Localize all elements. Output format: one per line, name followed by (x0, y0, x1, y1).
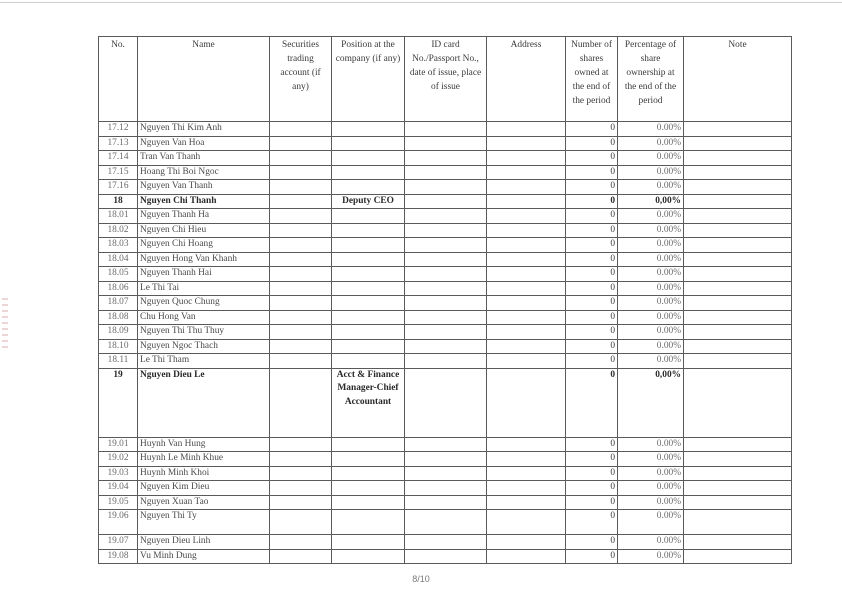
row-name: Chu Hong Van (138, 310, 270, 325)
row-shares: 0 (566, 281, 618, 296)
row-note (684, 151, 792, 166)
row-shares: 0 (566, 368, 618, 437)
table-row (99, 495, 792, 510)
row-name: Tran Van Thanh (138, 151, 270, 166)
row-percentage: 0.00% (618, 549, 684, 564)
row-trading-account (270, 165, 332, 180)
row-number: 18.09 (99, 325, 138, 340)
row-address (487, 325, 566, 340)
row-position (332, 481, 405, 496)
row-percentage: 0.00% (618, 339, 684, 354)
row-percentage: 0,00% (618, 194, 684, 209)
row-id-card (405, 281, 487, 296)
table-row (99, 194, 792, 209)
table-row (99, 466, 792, 481)
row-position (332, 165, 405, 180)
row-trading-account (270, 194, 332, 209)
table-row (99, 238, 792, 253)
row-percentage: 0.00% (618, 151, 684, 166)
row-id-card (405, 437, 487, 452)
table-row (99, 209, 792, 224)
row-name: Nguyen Chi Hieu (138, 223, 270, 238)
row-trading-account (270, 481, 332, 496)
table-row (99, 296, 792, 311)
row-id-card (405, 194, 487, 209)
row-name: Vu Minh Dung (138, 549, 270, 564)
row-note (684, 122, 792, 137)
row-name: Nguyen Thi Kim Anh (138, 122, 270, 137)
row-trading-account (270, 495, 332, 510)
row-id-card (405, 325, 487, 340)
row-id-card (405, 296, 487, 311)
row-shares: 0 (566, 209, 618, 224)
row-address (487, 209, 566, 224)
row-number: 19 (99, 368, 138, 437)
row-name: Le Thi Tai (138, 281, 270, 296)
row-name: Huynh Le Minh Khue (138, 452, 270, 467)
row-position (332, 180, 405, 195)
row-position (332, 310, 405, 325)
row-id-card (405, 151, 487, 166)
row-position (332, 122, 405, 137)
row-percentage: 0.00% (618, 122, 684, 137)
row-percentage: 0.00% (618, 252, 684, 267)
col-header-no: No. (99, 37, 138, 122)
row-percentage: 0.00% (618, 535, 684, 550)
row-shares: 0 (566, 481, 618, 496)
row-number: 18.01 (99, 209, 138, 224)
row-percentage: 0.00% (618, 238, 684, 253)
row-note (684, 180, 792, 195)
row-position (332, 223, 405, 238)
table-row (99, 437, 792, 452)
row-id-card (405, 368, 487, 437)
row-name: Nguyen Chi Hoang (138, 238, 270, 253)
col-header-address: Address (487, 37, 566, 122)
row-position (332, 452, 405, 467)
table-row (99, 165, 792, 180)
row-id-card (405, 495, 487, 510)
row-note (684, 495, 792, 510)
row-name: Nguyen Van Thanh (138, 180, 270, 195)
table-row (99, 122, 792, 137)
row-percentage: 0.00% (618, 136, 684, 151)
row-shares: 0 (566, 339, 618, 354)
row-position (332, 136, 405, 151)
table-header-row (99, 37, 792, 122)
row-name: Nguyen Ngoc Thach (138, 339, 270, 354)
row-percentage: 0.00% (618, 281, 684, 296)
row-number: 18.10 (99, 339, 138, 354)
row-address (487, 122, 566, 137)
row-address (487, 136, 566, 151)
table-row (99, 452, 792, 467)
row-note (684, 252, 792, 267)
row-name: Le Thi Tham (138, 354, 270, 369)
table-row (99, 549, 792, 564)
row-id-card (405, 452, 487, 467)
table-row (99, 535, 792, 550)
margin-stamp-mark (2, 298, 8, 348)
row-name: Nguyen Hong Van Khanh (138, 252, 270, 267)
row-address (487, 481, 566, 496)
row-note (684, 339, 792, 354)
row-address (487, 252, 566, 267)
row-trading-account (270, 151, 332, 166)
row-shares: 0 (566, 223, 618, 238)
row-shares: 0 (566, 310, 618, 325)
row-percentage: 0.00% (618, 354, 684, 369)
row-id-card (405, 238, 487, 253)
row-id-card (405, 165, 487, 180)
row-address (487, 281, 566, 296)
row-number: 17.16 (99, 180, 138, 195)
row-number: 19.02 (99, 452, 138, 467)
col-header-note: Note (684, 37, 792, 122)
row-trading-account (270, 510, 332, 535)
table-row (99, 510, 792, 535)
table-row (99, 310, 792, 325)
row-position (332, 535, 405, 550)
row-name: Nguyen Thanh Ha (138, 209, 270, 224)
table-row (99, 180, 792, 195)
row-number: 18.02 (99, 223, 138, 238)
row-note (684, 310, 792, 325)
col-header-position: Position at the company (if any) (332, 37, 405, 122)
row-shares: 0 (566, 165, 618, 180)
row-id-card (405, 510, 487, 535)
row-percentage: 0.00% (618, 466, 684, 481)
row-trading-account (270, 136, 332, 151)
row-number: 19.06 (99, 510, 138, 535)
row-position (332, 437, 405, 452)
row-number: 17.13 (99, 136, 138, 151)
row-id-card (405, 223, 487, 238)
table-row (99, 223, 792, 238)
row-number: 17.14 (99, 151, 138, 166)
row-position (332, 466, 405, 481)
row-shares: 0 (566, 495, 618, 510)
row-name: Huynh Van Hung (138, 437, 270, 452)
row-name: Nguyen Thi Thu Thuy (138, 325, 270, 340)
table-row (99, 252, 792, 267)
row-shares: 0 (566, 354, 618, 369)
row-shares: 0 (566, 535, 618, 550)
row-name: Nguyen Thi Ty (138, 510, 270, 535)
row-shares: 0 (566, 136, 618, 151)
row-number: 18.08 (99, 310, 138, 325)
col-header-trading-account: Securities trading account (if any) (270, 37, 332, 122)
row-trading-account (270, 223, 332, 238)
row-number: 18.04 (99, 252, 138, 267)
row-shares: 0 (566, 325, 618, 340)
row-id-card (405, 180, 487, 195)
row-position (332, 151, 405, 166)
table-row (99, 325, 792, 340)
table-row (99, 354, 792, 369)
row-shares: 0 (566, 151, 618, 166)
row-position (332, 252, 405, 267)
row-note (684, 481, 792, 496)
table-row (99, 339, 792, 354)
row-shares: 0 (566, 267, 618, 282)
row-note (684, 549, 792, 564)
row-position (332, 296, 405, 311)
row-address (487, 495, 566, 510)
row-number: 19.08 (99, 549, 138, 564)
row-id-card (405, 122, 487, 137)
page-number: 8/10 (412, 574, 430, 584)
row-trading-account (270, 325, 332, 340)
row-id-card (405, 252, 487, 267)
row-percentage: 0.00% (618, 209, 684, 224)
table-row (99, 267, 792, 282)
shareholder-table (98, 36, 792, 564)
row-shares: 0 (566, 252, 618, 267)
row-address (487, 194, 566, 209)
row-shares: 0 (566, 466, 618, 481)
top-border-line (0, 2, 842, 3)
row-number: 18.05 (99, 267, 138, 282)
table-row (99, 281, 792, 296)
row-note (684, 238, 792, 253)
row-address (487, 296, 566, 311)
row-note (684, 136, 792, 151)
row-trading-account (270, 310, 332, 325)
row-position (332, 267, 405, 282)
row-note (684, 466, 792, 481)
row-number: 18.06 (99, 281, 138, 296)
row-position (332, 325, 405, 340)
row-note (684, 194, 792, 209)
col-header-percentage: Percentage of share ownership at the end of the period (618, 37, 684, 122)
row-id-card (405, 535, 487, 550)
row-trading-account (270, 368, 332, 437)
row-percentage: 0.00% (618, 437, 684, 452)
row-id-card (405, 354, 487, 369)
row-percentage: 0.00% (618, 223, 684, 238)
row-position: Acct & Finance Manager-Chief Accountant (332, 368, 405, 437)
row-name: Nguyen Dieu Le (138, 368, 270, 437)
row-number: 19.04 (99, 481, 138, 496)
table-row (99, 136, 792, 151)
row-number: 19.07 (99, 535, 138, 550)
row-shares: 0 (566, 180, 618, 195)
row-note (684, 296, 792, 311)
row-address (487, 437, 566, 452)
row-trading-account (270, 296, 332, 311)
row-trading-account (270, 267, 332, 282)
row-note (684, 267, 792, 282)
row-note (684, 354, 792, 369)
row-name: Nguyen Dieu Linh (138, 535, 270, 550)
row-number: 19.05 (99, 495, 138, 510)
row-address (487, 151, 566, 166)
row-trading-account (270, 281, 332, 296)
row-note (684, 452, 792, 467)
row-address (487, 535, 566, 550)
row-percentage: 0.00% (618, 180, 684, 195)
row-address (487, 310, 566, 325)
row-shares: 0 (566, 510, 618, 535)
row-address (487, 510, 566, 535)
row-position (332, 549, 405, 564)
row-percentage: 0.00% (618, 296, 684, 311)
table-row (99, 151, 792, 166)
row-id-card (405, 339, 487, 354)
row-address (487, 549, 566, 564)
row-position (332, 339, 405, 354)
row-number: 19.01 (99, 437, 138, 452)
row-shares: 0 (566, 549, 618, 564)
row-id-card (405, 310, 487, 325)
row-name: Nguyen Van Hoa (138, 136, 270, 151)
row-id-card (405, 136, 487, 151)
col-header-id-card: ID card No./Passport No., date of issue, place of issue (405, 37, 487, 122)
row-trading-account (270, 339, 332, 354)
row-shares: 0 (566, 238, 618, 253)
row-number: 19.03 (99, 466, 138, 481)
row-name: Nguyen Thanh Hai (138, 267, 270, 282)
row-note (684, 368, 792, 437)
row-shares: 0 (566, 122, 618, 137)
row-note (684, 535, 792, 550)
row-name: Hoang Thi Boi Ngoc (138, 165, 270, 180)
row-name: Huynh Minh Khoi (138, 466, 270, 481)
row-id-card (405, 209, 487, 224)
col-header-name: Name (138, 37, 270, 122)
row-note (684, 281, 792, 296)
row-position (332, 281, 405, 296)
row-position (332, 354, 405, 369)
row-note (684, 510, 792, 535)
row-shares: 0 (566, 437, 618, 452)
row-shares: 0 (566, 296, 618, 311)
row-percentage: 0,00% (618, 368, 684, 437)
row-id-card (405, 267, 487, 282)
table-row (99, 481, 792, 496)
row-note (684, 223, 792, 238)
row-trading-account (270, 466, 332, 481)
row-shares: 0 (566, 194, 618, 209)
row-trading-account (270, 238, 332, 253)
row-percentage: 0.00% (618, 310, 684, 325)
row-number: 17.15 (99, 165, 138, 180)
row-number: 18.07 (99, 296, 138, 311)
row-number: 18.11 (99, 354, 138, 369)
row-address (487, 165, 566, 180)
row-address (487, 466, 566, 481)
row-name: Nguyen Quoc Chung (138, 296, 270, 311)
row-trading-account (270, 437, 332, 452)
row-percentage: 0.00% (618, 267, 684, 282)
row-trading-account (270, 122, 332, 137)
row-name: Nguyen Xuan Tao (138, 495, 270, 510)
col-header-shares: Number of shares owned at the end of the period (566, 37, 618, 122)
table-row (99, 368, 792, 437)
row-shares: 0 (566, 452, 618, 467)
row-percentage: 0.00% (618, 510, 684, 535)
row-note (684, 437, 792, 452)
row-position (332, 238, 405, 253)
row-address (487, 238, 566, 253)
row-id-card (405, 466, 487, 481)
row-id-card (405, 549, 487, 564)
row-percentage: 0.00% (618, 495, 684, 510)
row-position (332, 495, 405, 510)
row-name: Nguyen Chi Thanh (138, 194, 270, 209)
row-position (332, 510, 405, 535)
row-trading-account (270, 452, 332, 467)
row-percentage: 0.00% (618, 165, 684, 180)
row-address (487, 368, 566, 437)
row-number: 17.12 (99, 122, 138, 137)
row-name: Nguyen Kim Dieu (138, 481, 270, 496)
row-note (684, 209, 792, 224)
row-percentage: 0.00% (618, 452, 684, 467)
row-trading-account (270, 549, 332, 564)
row-percentage: 0.00% (618, 325, 684, 340)
row-address (487, 339, 566, 354)
row-note (684, 325, 792, 340)
row-note (684, 165, 792, 180)
row-trading-account (270, 252, 332, 267)
row-trading-account (270, 535, 332, 550)
row-trading-account (270, 180, 332, 195)
row-address (487, 452, 566, 467)
row-trading-account (270, 209, 332, 224)
row-position (332, 209, 405, 224)
row-address (487, 223, 566, 238)
row-id-card (405, 481, 487, 496)
row-position: Deputy CEO (332, 194, 405, 209)
row-percentage: 0.00% (618, 481, 684, 496)
row-trading-account (270, 354, 332, 369)
row-number: 18.03 (99, 238, 138, 253)
row-address (487, 267, 566, 282)
row-number: 18 (99, 194, 138, 209)
row-address (487, 180, 566, 195)
row-address (487, 354, 566, 369)
